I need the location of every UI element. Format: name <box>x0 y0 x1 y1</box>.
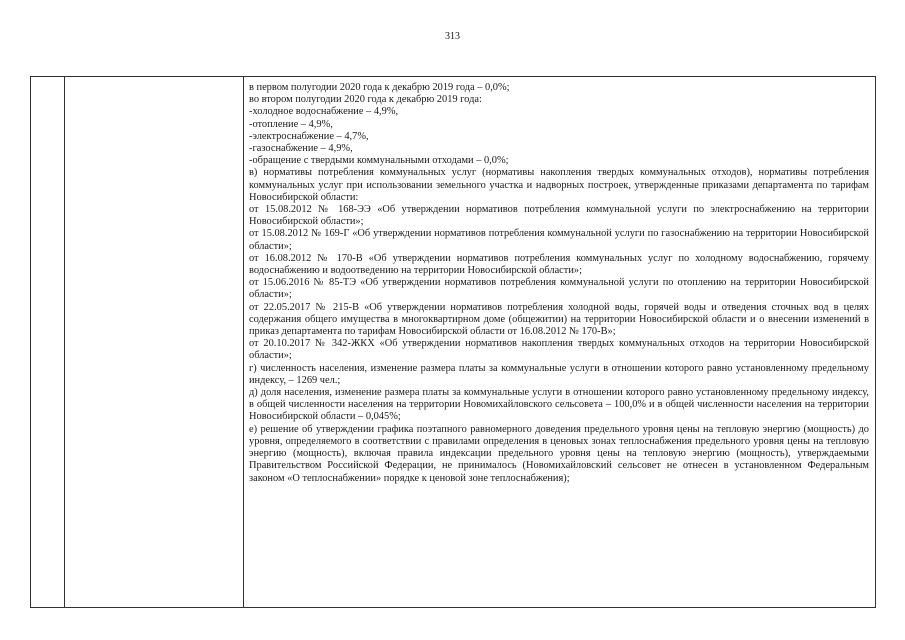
paragraph: от 22.05.2017 № 215-В «Об утверждении нормативов потребления холодной воды, горячей воды и отведения сточных вод в целях содержания общего имущества в многоквартирном доме (общежитии) на территории Новосибирской области и о внесении изменений в приказ департамента по тарифам Новосибирской области от 16.08.2012 № 170-В»; <box>249 301 869 338</box>
paragraph: е) решение об утверждении графика поэтапного равномерного доведения предельного уровня цены на тепловую энергию (мощность) до уровня, определяемого в соответствии с правилами определения в ценовых зонах теплоснабжения предельного уровня цены на тепловую энергию (мощность), включая правила индексации предельного уровня цены на тепловую энергию (мощность), утверждаемыми Правительством Российской Федерации, не принималось (Новомихайловский сельсовет не отнесен в установленном Федеральным законом «О теплоснабжении» порядке к ценовой зоне теплоснабжения); <box>249 423 869 484</box>
paragraph: в) нормативы потребления коммунальных услуг (нормативы накопления твердых коммунальных отходов), нормативы потребления коммунальных услуг при использовании земельного участка и надворных построек, утвержденные приказами департамента по тарифам Новосибирской области: <box>249 167 869 203</box>
table-text-cell <box>249 82 869 485</box>
paragraph: от 15.06.2016 № 85-ТЭ «Об утверждении нормативов потребления коммунальной услуги по отоплению на территории Новосибирской области»; <box>249 277 869 301</box>
list-item: -холодное водоснабжение – 4,9%, <box>249 106 399 118</box>
paragraph: во втором полугодии 2020 года к декабрю 2019 года: <box>249 94 482 106</box>
column-divider-2 <box>243 77 244 607</box>
paragraph: от 20.10.2017 № 342-ЖКХ «Об утверждении нормативов накопления твердых коммунальных отходов на территории Новосибирской области»; <box>249 338 869 362</box>
page-number: 313 <box>445 31 460 42</box>
column-divider-1 <box>64 77 65 607</box>
list-item: -электроснабжение – 4,7%, <box>249 130 369 142</box>
list-item: -газоснабжение – 4,9%, <box>249 143 353 155</box>
paragraph: от 15.08.2012 № 169-Г «Об утверждении нормативов потребления коммунальной услуги по газоснабжению на территории Новосибирской области»; <box>249 228 869 252</box>
paragraph: от 16.08.2012 № 170-В «Об утверждении нормативов потребления коммунальных услуг по холодному водоснабжению, горячему водоснабжению и водоотведению на территории Новосибирской области»; <box>249 252 869 277</box>
paragraph: от 15.08.2012 № 168-ЭЭ «Об утверждении нормативов потребления коммунальной услуги по электроснабжению на территории Новосибирской области»; <box>249 204 869 228</box>
list-item: -обращение с твердыми коммунальными отходами – 0,0%; <box>249 155 509 167</box>
paragraph: в первом полугодии 2020 года к декабрю 2019 года – 0,0%; <box>249 82 510 93</box>
list-item: -отопление – 4,9%, <box>249 118 333 130</box>
document-table <box>30 76 876 608</box>
paragraph: г) численность населения, изменение размера платы за коммунальные услуги в отношении которого равно установленному предельному индексу, – 1269 чел.; <box>249 362 869 386</box>
paragraph: д) доля населения, изменение размера платы за коммунальные услуги в отношении которого равно установленному предельному индексу, в общей численности населения на территории Новомихайловского сельсовета – 100,0% и в общей численности населения на территории Новосибирской области – 0,045%; <box>249 387 869 423</box>
